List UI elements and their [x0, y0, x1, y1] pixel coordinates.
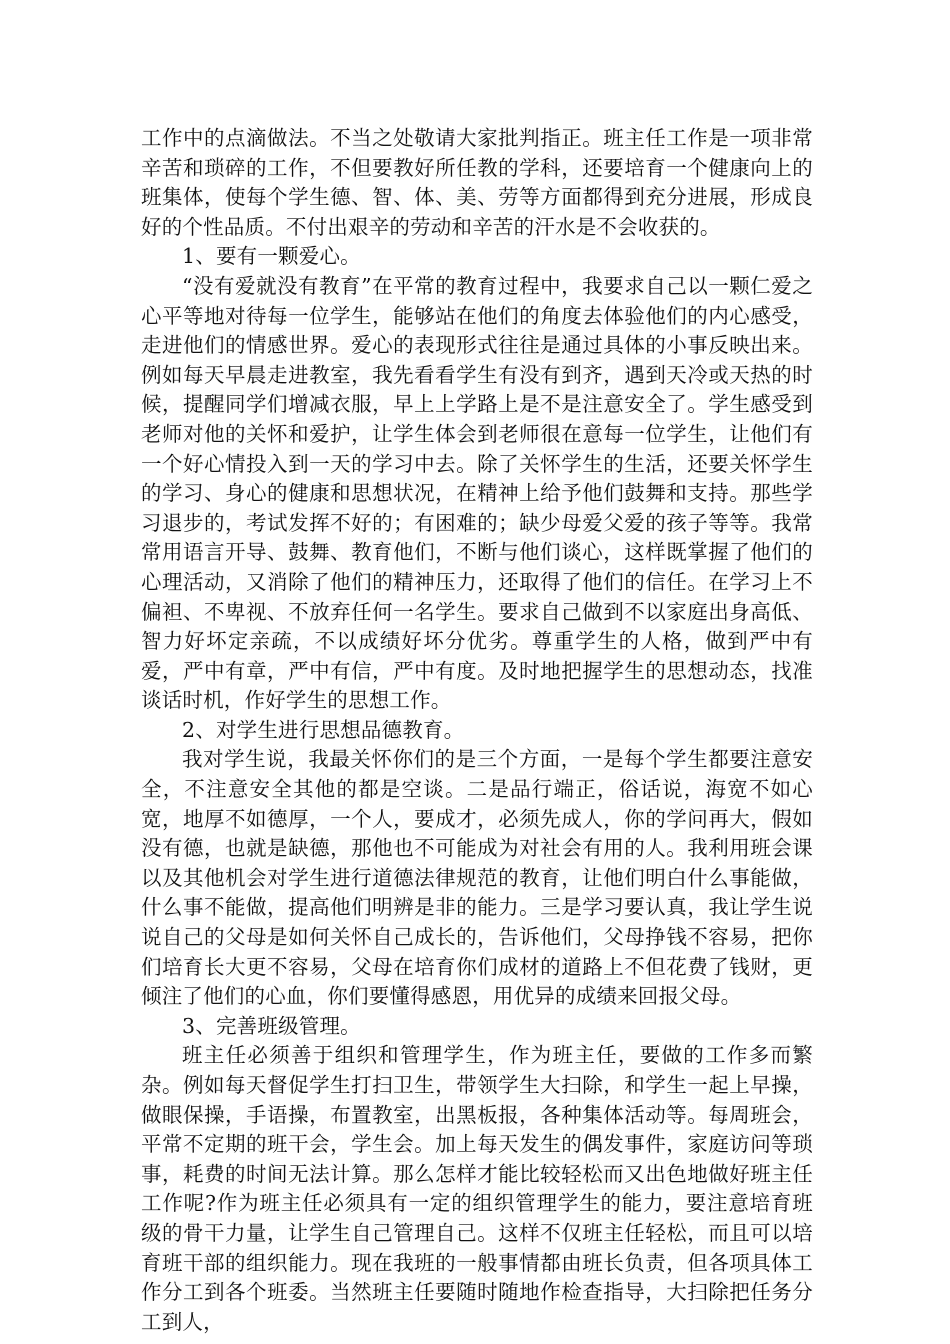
document-body	[141, 124, 813, 1337]
paragraph-intro: 工作中的点滴做法。不当之处敬请大家批判指正。班主任工作是一项非常辛苦和琐碎的工作，不但要教好所任教的学科，还要培育一个健康向上的班集体，使每个学生德、智、体、美、劳等方面都得到充分进展，形成良好的个性品质。不付出艰辛的劳动和辛苦的汗水是不会收获的。	[141, 126, 813, 239]
paragraph-moral-education: 我对学生说，我最关怀你们的是三个方面，一是每个学生都要注意安全，不注意安全其他的都是空谈。二是品行端正，俗话说，海宽不如心宽，地厚不如德厚，一个人，要成才，必须先成人，你的学问再大，假如没有德，也就是缺德，那他也不可能成为对社会有用的人。我利用班会课以及其他机会对学生进行道德法律规范的教育，让他们明白什么事能做，什么事不能做，提高他们明辨是非的能力。三是学习要认真，我让学生说说自己的父母是如何关怀自己成长的，告诉他们，父母挣钱不容易，把你们培育长大更不容易，父母在培育你们成材的道路上不但花费了钱财，更倾注了他们的心血，你们要懂得感恩，用优异的成绩来回报父母。	[141, 747, 813, 1009]
paragraph-love: “没有爱就没有教育”在平常的教育过程中，我要求自己以一颗仁爱之心平等地对待每一位学生，能够站在他们的角度去体验他们的内心感受，走进他们的情感世界。爱心的表现形式往往是通过具体的小事反映出来。例如每天早晨走进教室，我先看看学生有没有到齐，遇到天冷或天热的时候，提醒同学们增减衣服，早上上学路上是不是注意安全了。学生感受到老师对他的关怀和爱护，让学生体会到老师很在意每一位学生，让他们有一个好心情投入到一天的学习中去。除了关怀学生的生活，还要关怀学生的学习、身心的健康和思想状况，在精神上给予他们鼓舞和支持。那些学习退步的，考试发挥不好的；有困难的；缺少母爱父爱的孩子等等。我常常用语言开导、鼓舞、教育他们，不断与他们谈心，这样既掌握了他们的心理活动，又消除了他们的精神压力，还取得了他们的信任。在学习上不偏袒、不卑视、不放弃任何一名学生。要求自己做到不以家庭出身高低、智力好坏定亲疏，不以成绩好坏分优劣。尊重学生的人格，做到严中有爱，严中有章，严中有信，严中有度。及时地把握学生的思想动态，找准谈话时机，作好学生的思想工作。	[141, 273, 813, 713]
heading-class-management: 3、完善班级管理。	[182, 1013, 361, 1038]
heading-love: 1、要有一颗爱心。	[182, 244, 361, 269]
paragraph-class-management: 班主任必须善于组织和管理学生，作为班主任，要做的工作多而繁杂。例如每天督促学生打扫卫生，带领学生大扫除，和学生一起上早操，做眼保操，手语操，布置教室，出黑板报，各种集体活动等。每周班会，平常不定期的班干会，学生会。加上每天发生的偶发事件，家庭访问等琐事，耗费的时间无法计算。那么怎样才能比较轻松而又出色地做好班主任工作呢?作为班主任必须具有一定的组织管理学生的能力，要注意培育班级的骨干力量，让学生自己管理自己。这样不仅班主任轻松，而且可以培育班干部的组织能力。现在我班的一般事情都由班长负责，但各项具体工作分工到各个班委。当然班主任要随时随地作检查指导，大扫除把任务分工到人，	[141, 1043, 813, 1334]
heading-moral-education: 2、对学生进行思想品德教育。	[182, 717, 465, 742]
